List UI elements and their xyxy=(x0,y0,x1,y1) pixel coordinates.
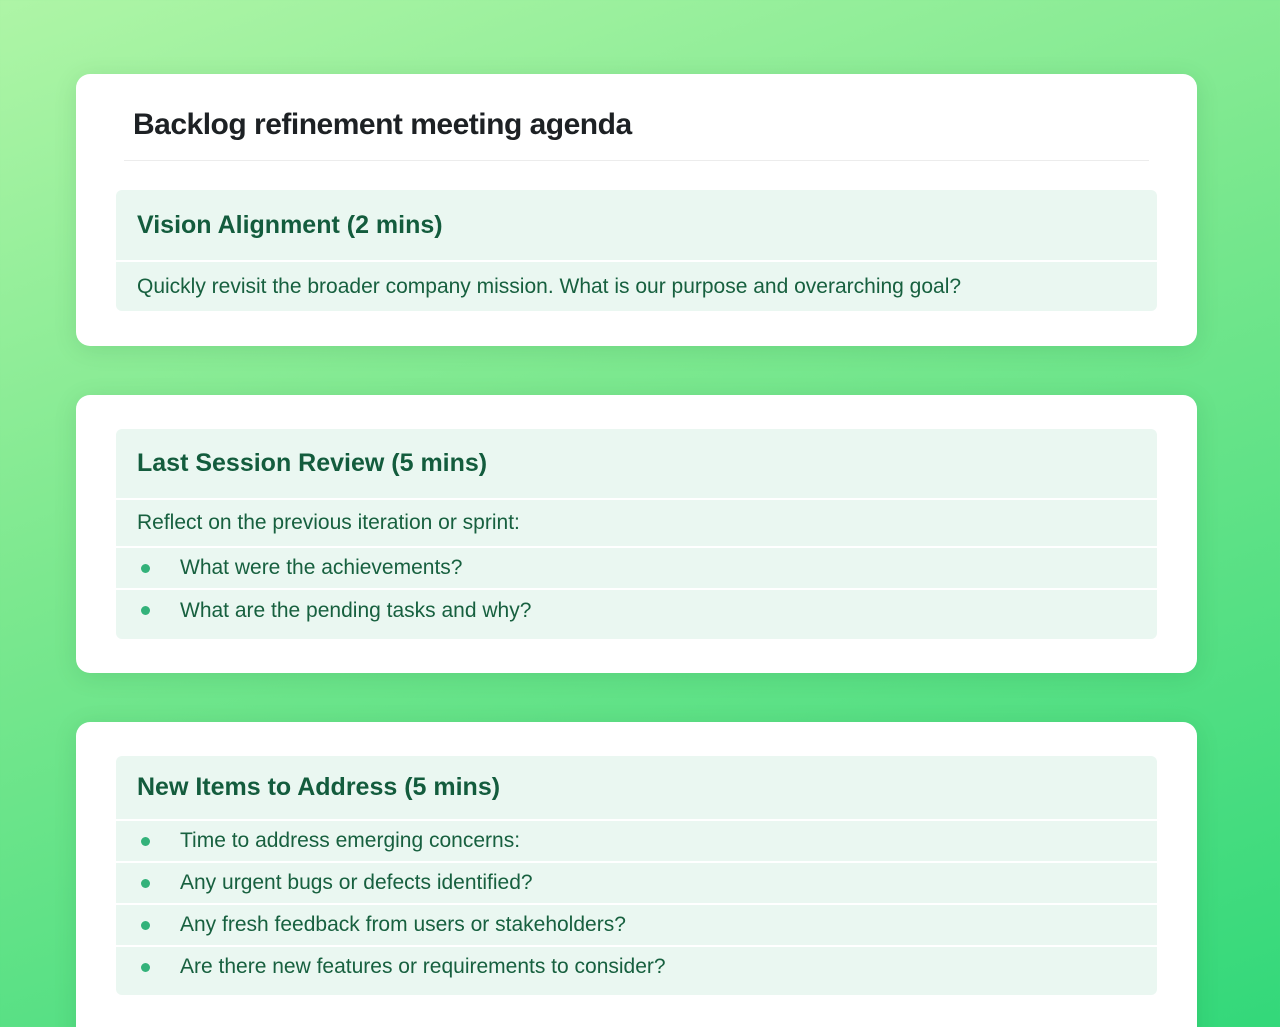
section-heading: Last Session Review (5 mins) xyxy=(116,429,1157,498)
section-last-session-review xyxy=(116,429,1157,639)
agenda-card-2 xyxy=(76,395,1197,673)
page-title: Backlog refinement meeting agenda xyxy=(124,74,1149,161)
list-item-text: Time to address emerging concerns: xyxy=(180,829,521,852)
section-vision-alignment xyxy=(116,190,1157,311)
bullet-icon xyxy=(141,921,150,930)
section-heading: New Items to Address (5 mins) xyxy=(116,756,1157,819)
list-item-text: Any urgent bugs or defects identified? xyxy=(180,871,533,894)
list-item-text: What were the achievements? xyxy=(180,556,463,579)
list-item xyxy=(116,947,1157,995)
section-paragraph: Reflect on the previous iteration or sprint: xyxy=(116,500,1157,546)
list-item xyxy=(116,821,1157,861)
list-item xyxy=(116,590,1157,639)
bullet-icon xyxy=(141,564,150,573)
list-item xyxy=(116,548,1157,588)
bullet-icon xyxy=(141,606,150,615)
list-item xyxy=(116,905,1157,945)
list-item xyxy=(116,863,1157,903)
bullet-icon xyxy=(141,963,150,972)
section-paragraph: Quickly revisit the broader company mission. What is our purpose and overarching goal? xyxy=(116,262,1157,311)
bullet-icon xyxy=(141,879,150,888)
section-heading: Vision Alignment (2 mins) xyxy=(116,190,1157,260)
bullet-icon xyxy=(141,837,150,846)
list-item-text: Are there new features or requirements to consider? xyxy=(180,955,666,978)
list-item-text: Any fresh feedback from users or stakeholders? xyxy=(180,913,626,936)
list-item-text: What are the pending tasks and why? xyxy=(180,598,532,622)
section-new-items xyxy=(116,756,1157,995)
agenda-card-1 xyxy=(76,74,1197,346)
agenda-card-3 xyxy=(76,722,1197,1027)
